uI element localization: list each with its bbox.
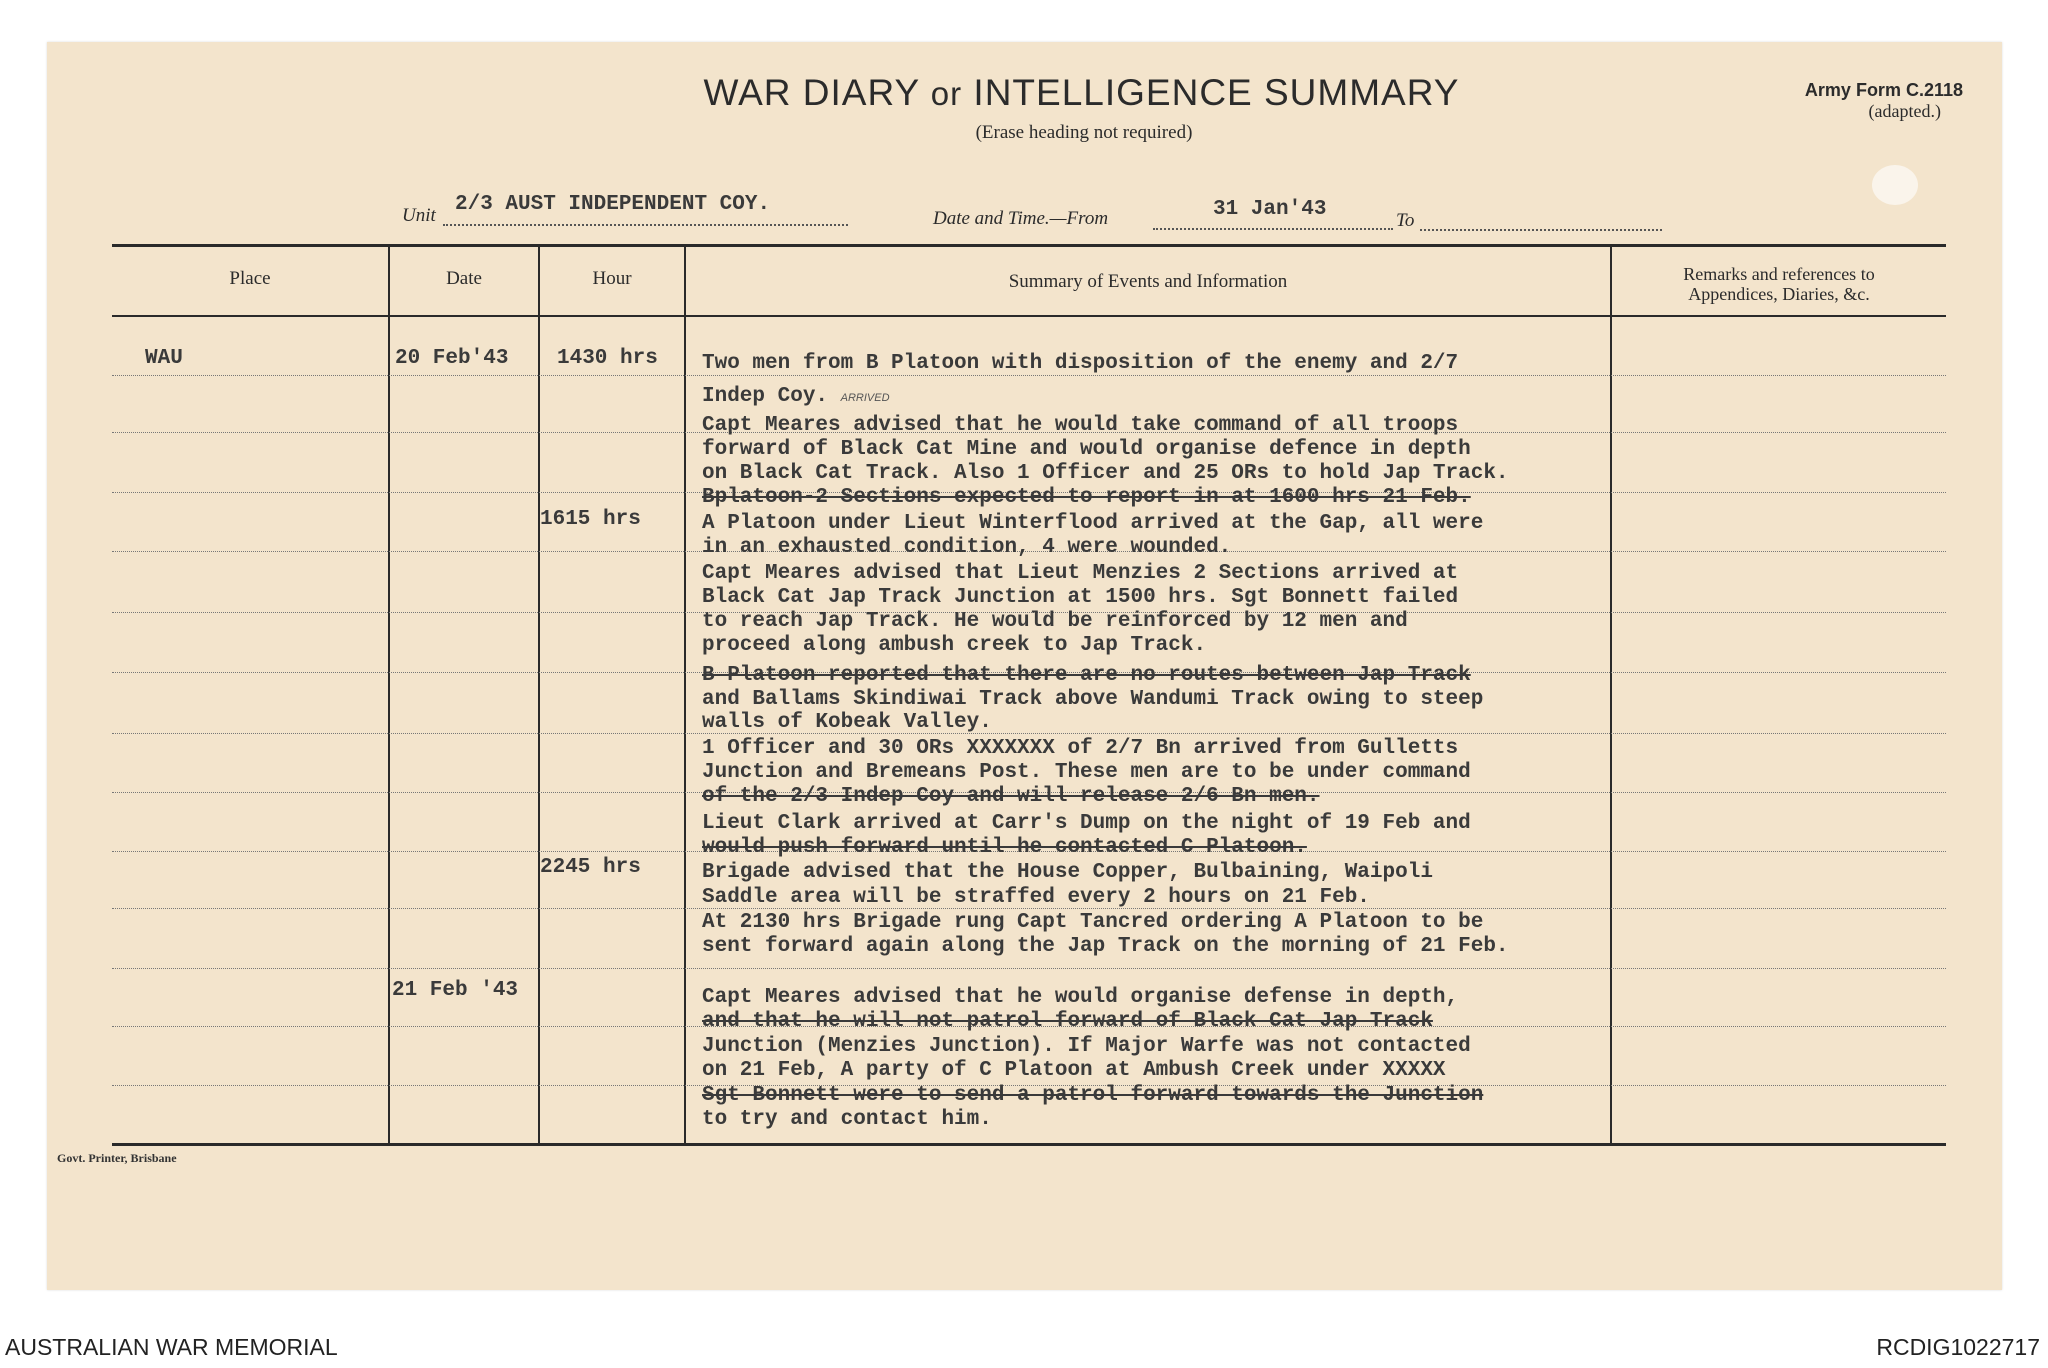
summary-line: Capt Meares advised that Lieut Menzies 2 Sections arrived at bbox=[702, 562, 1459, 585]
summary-line: Indep Coy. ARRIVED bbox=[702, 385, 890, 408]
summary-line-struck: and that he will not patrol forward of Black Cat Jap Track bbox=[702, 1010, 1433, 1033]
summary-line: proceed along ambush creek to Jap Track. bbox=[702, 634, 1207, 657]
row-line bbox=[112, 968, 1946, 969]
summary-line-struck: would push forward until he contacted C Platoon. bbox=[702, 836, 1307, 859]
row-line bbox=[112, 733, 1946, 734]
summary-line: Lieut Clark arrived at Carr's Dump on the night of 19 Feb and bbox=[702, 812, 1471, 835]
summary-line: A Platoon under Lieut Winterflood arrived at the Gap, all were bbox=[702, 512, 1484, 535]
summary-line: Capt Meares advised that he would take command of all troops bbox=[702, 414, 1459, 437]
column-header-summary: Summary of Events and Information bbox=[1008, 271, 1288, 292]
footer-id: RCDIG1022717 bbox=[1876, 1334, 2040, 1360]
hour-cell: 1430 hrs bbox=[557, 347, 658, 370]
summary-line-struck: B Platoon reported that there are no routes between Jap Track bbox=[702, 664, 1471, 687]
summary-line: Black Cat Jap Track Junction at 1500 hrs. Sgt Bonnett failed bbox=[702, 586, 1459, 609]
printer-credit: Govt. Printer, Brisbane bbox=[57, 1151, 177, 1165]
col-divider-summary bbox=[1610, 244, 1612, 1144]
unit-label: Unit bbox=[402, 205, 436, 226]
summary-line: Junction (Menzies Junction). If Major Warfe was not contacted bbox=[702, 1035, 1471, 1058]
date-label: Date and Time.—From bbox=[933, 208, 1109, 229]
summary-line: to try and contact him. bbox=[702, 1108, 992, 1131]
summary-line: Saddle area will be straffed every 2 hours on 21 Feb. bbox=[702, 886, 1370, 909]
column-header-place: Place bbox=[229, 268, 271, 289]
remarks-header-line2: Appendices, Diaries, &c. bbox=[1688, 284, 1870, 304]
form-subtitle: (Erase heading not required) bbox=[975, 122, 1193, 143]
unit-value: 2/3 AUST INDEPENDENT COY. bbox=[455, 193, 771, 216]
unit-dotted-line bbox=[443, 224, 848, 226]
summary-line: Brigade advised that the House Copper, Bulbaining, Waipoli bbox=[702, 861, 1433, 884]
column-header-hour: Hour bbox=[592, 268, 632, 289]
col-divider-date bbox=[538, 244, 540, 1144]
summary-line: in an exhausted condition, 4 were wounded. bbox=[702, 536, 1232, 559]
summary-line-struck: of the 2/3 Indep Coy and will release 2/6 Bn men. bbox=[702, 785, 1320, 808]
summary-line: on 21 Feb, A party of C Platoon at Ambush Creek under XXXXX bbox=[702, 1059, 1446, 1082]
summary-line: Junction and Bremeans Post. These men are to be under command bbox=[702, 761, 1471, 784]
summary-line: on Black Cat Track. Also 1 Officer and 25 ORs to hold Jap Track. bbox=[702, 462, 1509, 485]
hour-cell: 2245 hrs bbox=[540, 856, 641, 879]
summary-line: 1 Officer and 30 ORs XXXXXXX of 2/7 Bn arrived from Gulletts bbox=[702, 737, 1459, 760]
summary-line: sent forward again along the Jap Track on the morning of 21 Feb. bbox=[702, 935, 1509, 958]
summary-line: Capt Meares advised that he would organise defense in depth, bbox=[702, 986, 1459, 1009]
form-title: WAR DIARY or INTELLIGENCE SUMMARY bbox=[703, 72, 1460, 113]
summary-line: At 2130 hrs Brigade rung Capt Tancred ordering A Platoon to be bbox=[702, 911, 1484, 934]
date-from-value: 31 Jan'43 bbox=[1213, 198, 1327, 221]
summary-line: and Ballams Skindiwai Track above Wandumi Track owing to steep bbox=[702, 688, 1484, 711]
summary-line: forward of Black Cat Mine and would organise defence in depth bbox=[702, 438, 1471, 461]
army-form-number bbox=[1805, 80, 1963, 122]
summary-line-struck: Sgt Bonnett were to send a patrol forward towards the Junction bbox=[702, 1084, 1484, 1107]
date-dotted-line bbox=[1153, 228, 1393, 230]
col-divider-hour bbox=[684, 244, 686, 1144]
column-header-remarks bbox=[1612, 264, 1946, 304]
place-cell: WAU bbox=[145, 347, 183, 370]
col-divider-place bbox=[388, 244, 390, 1144]
adapted-label: (adapted.) bbox=[1868, 101, 1941, 121]
summary-line: Two men from B Platoon with disposition of the enemy and 2/7 bbox=[702, 352, 1459, 375]
to-label: To bbox=[1396, 210, 1415, 231]
summary-line-struck: Bplatoon-2 Sections expected to report in at 1600 hrs 21 Feb. bbox=[702, 486, 1471, 509]
remarks-header-line1: Remarks and references to bbox=[1683, 264, 1875, 284]
date-cell: 20 Feb'43 bbox=[395, 347, 509, 370]
hour-cell: 1615 hrs bbox=[540, 508, 641, 531]
army-form-label: Army Form C.2118 bbox=[1804, 80, 1963, 100]
summary-line: to reach Jap Track. He would be reinforced by 12 men and bbox=[702, 610, 1408, 633]
summary-line: walls of Kobeak Valley. bbox=[702, 711, 992, 734]
date-cell: 21 Feb '43 bbox=[392, 979, 519, 1002]
footer-source: AUSTRALIAN WAR MEMORIAL bbox=[5, 1334, 338, 1360]
row-line bbox=[112, 375, 1946, 376]
column-header-date: Date bbox=[446, 268, 482, 289]
handwritten-annotation: ARRIVED bbox=[840, 392, 890, 404]
to-dotted-line bbox=[1420, 229, 1662, 231]
paper-stain bbox=[1872, 165, 1918, 205]
